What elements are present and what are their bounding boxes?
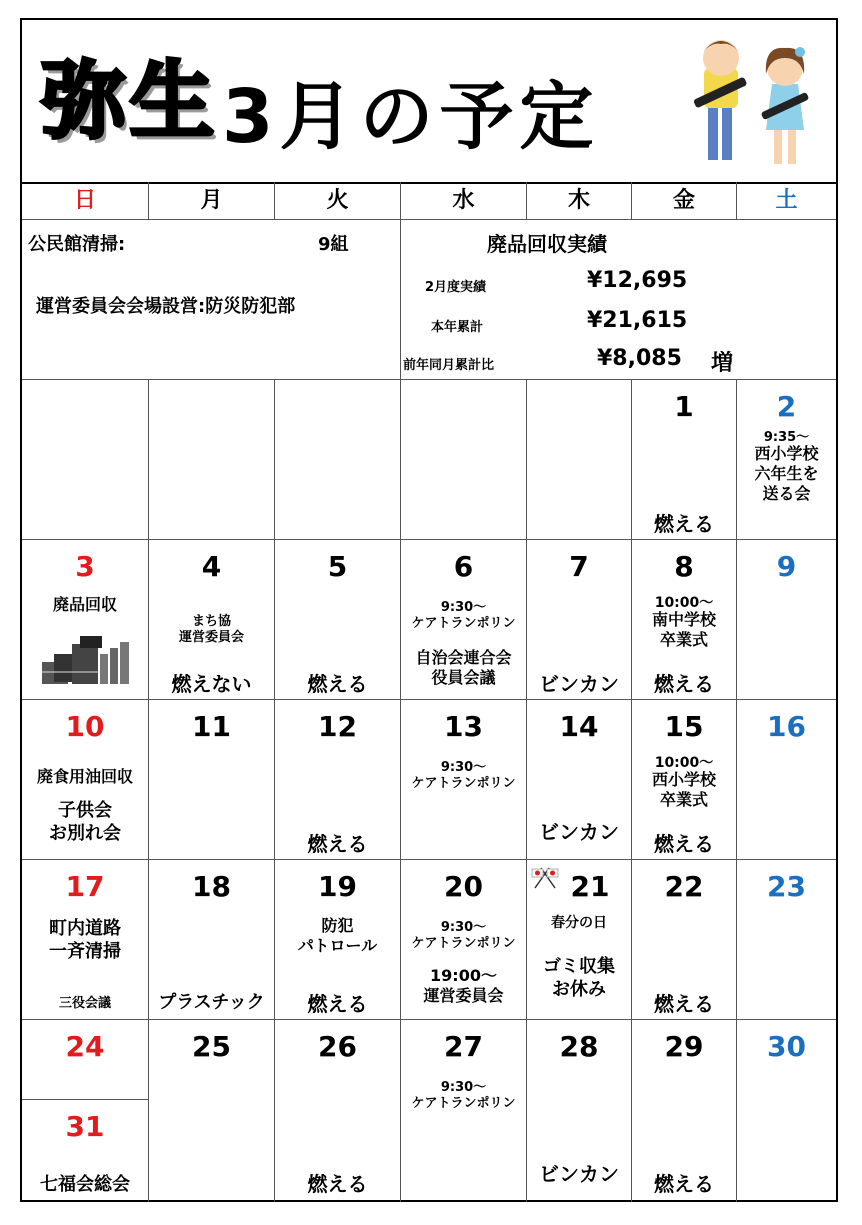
- weekday-sat: 土: [737, 182, 836, 220]
- garbage-type: プラスチック: [158, 992, 265, 1013]
- weekday-sun: 日: [22, 182, 149, 220]
- day-cell-21: [527, 860, 632, 1020]
- day-cell-27: [401, 1020, 527, 1202]
- day-number: 23: [767, 870, 806, 903]
- day-cell-2: [737, 380, 836, 540]
- graduate-girl-illustration: [756, 40, 814, 168]
- event-time: 10:00～: [654, 755, 714, 771]
- day-number: 19: [318, 870, 357, 903]
- day-cell-empty: [401, 380, 527, 540]
- event-time: 10:00～: [654, 595, 714, 611]
- weekday-thu: 木: [527, 182, 632, 220]
- cleaning-group: 9組: [318, 234, 349, 255]
- day-cell-20: [401, 860, 527, 1020]
- page-title: 3月の予定: [222, 74, 600, 160]
- garbage-type: 燃える: [307, 832, 368, 856]
- calendar-header: [22, 20, 836, 184]
- day-cell-17: [22, 860, 149, 1020]
- venue-setup-note: 運営委員会会場設営:防災防犯部: [36, 296, 296, 317]
- day-number: 13: [444, 710, 483, 743]
- event-title: 廃食用油回収: [36, 767, 133, 786]
- garbage-type: ビンカン: [539, 672, 619, 696]
- calendar-frame: [20, 18, 838, 1202]
- day-cell-23: [737, 860, 836, 1020]
- event-subtitle: ケアトランポリン: [411, 616, 516, 631]
- info-panel-left: [22, 220, 401, 380]
- day-number: 30: [767, 1030, 806, 1063]
- event-subtitle: ケアトランポリン: [411, 1096, 516, 1111]
- holiday-name: 春分の日: [551, 915, 607, 931]
- month-kanji: 弥生: [42, 51, 219, 150]
- event-note: 三役会議: [58, 996, 111, 1011]
- day-cell-30: [737, 1020, 836, 1202]
- compare-label: 前年同月累計比: [403, 358, 495, 373]
- weekday-wed: 水: [401, 182, 527, 220]
- day-cell-19: [275, 860, 401, 1020]
- info-panel-right: [401, 220, 836, 380]
- day-number: 3: [75, 550, 95, 583]
- day-number: 18: [192, 870, 231, 903]
- day-number: 2: [776, 390, 797, 423]
- day-cell-9: [737, 540, 836, 700]
- event-title: ゴミ収集 お休み: [543, 956, 615, 1000]
- day-number: 9: [776, 550, 797, 583]
- day-number: 11: [192, 710, 231, 743]
- day-number: 24: [65, 1030, 105, 1063]
- day-number: 28: [559, 1030, 599, 1063]
- day-number: 21: [570, 870, 610, 903]
- day-cell-31: [22, 1100, 149, 1202]
- event-time: 9:30～: [440, 1080, 487, 1095]
- year-total-value: ¥21,615: [587, 308, 688, 333]
- day-number: 6: [453, 550, 474, 583]
- event-time: 9:30～: [440, 920, 487, 935]
- garbage-type: 燃える: [307, 672, 368, 696]
- compare-direction: 増: [711, 351, 734, 376]
- day-number: 14: [559, 710, 599, 743]
- garbage-type: 燃える: [307, 992, 368, 1016]
- day-number: 17: [65, 870, 105, 903]
- day-number: 31: [65, 1110, 105, 1143]
- event-title: 南中学校 卒業式: [651, 610, 716, 649]
- day-cell-18: [149, 860, 275, 1020]
- day-cell-3: [22, 540, 149, 700]
- day-number: 29: [664, 1030, 704, 1063]
- event-time: 9:30～: [440, 760, 487, 775]
- day-number: 20: [444, 870, 483, 903]
- recycling-bundle-illustration: [40, 632, 136, 688]
- day-cell-25: [149, 1020, 275, 1202]
- event-time: 9:35～: [763, 430, 810, 445]
- day-cell-14: [527, 700, 632, 860]
- day-cell-26: [275, 1020, 401, 1202]
- day-cell-empty: [22, 380, 149, 540]
- day-number: 1: [674, 390, 694, 423]
- garbage-type: 燃える: [654, 512, 714, 536]
- event-time: 9:30～: [440, 600, 487, 615]
- day-cell-22: [632, 860, 737, 1020]
- day-number: 5: [327, 550, 348, 583]
- year-total-label: 本年累計: [431, 320, 484, 335]
- event-title: 廃品回収: [52, 595, 117, 614]
- day-cell-29: [632, 1020, 737, 1202]
- day-cell-5: [275, 540, 401, 700]
- day-cell-empty: [275, 380, 401, 540]
- day-cell-1: [632, 380, 737, 540]
- event-title: まち協 運営委員会: [178, 614, 244, 646]
- day-number: 10: [65, 710, 105, 743]
- day-number: 8: [674, 550, 694, 583]
- feb-label: 2月度実績: [425, 280, 487, 295]
- day-cell-4: [149, 540, 275, 700]
- event-title: 町内道路 一斉清掃: [49, 918, 121, 962]
- event-title: 防犯 パトロール: [297, 916, 378, 955]
- garbage-type: 燃える: [654, 992, 714, 1016]
- graduate-boy-illustration: [690, 28, 754, 168]
- day-number: 16: [767, 710, 806, 743]
- day-number: 7: [569, 550, 589, 583]
- compare-value: ¥8,085: [597, 346, 682, 371]
- garbage-type: ビンカン: [539, 1162, 619, 1186]
- cleaning-label: 公民館清掃:: [28, 234, 126, 255]
- garbage-type: 燃える: [654, 832, 714, 856]
- event-subtitle: ケアトランポリン: [411, 936, 516, 951]
- day-cell-7: [527, 540, 632, 700]
- garbage-type: 燃える: [307, 1172, 368, 1196]
- day-number: 26: [318, 1030, 357, 1063]
- day-cell-8: [632, 540, 737, 700]
- day-cell-28: [527, 1020, 632, 1202]
- day-number: 12: [318, 710, 357, 743]
- day-number: 22: [664, 870, 704, 903]
- day-cell-11: [149, 700, 275, 860]
- event-title: 西小学校 六年生を 送る会: [754, 444, 819, 503]
- weekday-fri: 金: [632, 182, 737, 220]
- event-title: 七福会総会: [40, 1174, 130, 1195]
- day-number: 4: [201, 550, 222, 583]
- feb-value: ¥12,695: [587, 268, 688, 293]
- event-title: 西小学校 卒業式: [651, 770, 716, 809]
- event-subtitle: ケアトランポリン: [411, 776, 516, 791]
- weekday-mon: 月: [149, 182, 275, 220]
- day-number: 27: [444, 1030, 483, 1063]
- event-title-2: 子供会 お別れ会: [49, 800, 121, 844]
- garbage-type: 燃える: [654, 672, 714, 696]
- day-cell-16: [737, 700, 836, 860]
- weekday-tue: 火: [275, 182, 401, 220]
- garbage-type: 燃える: [654, 1172, 714, 1196]
- day-cell-empty: [149, 380, 275, 540]
- day-cell-15: [632, 700, 737, 860]
- garbage-type: 燃えない: [171, 672, 252, 696]
- day-cell-24: [22, 1020, 149, 1100]
- day-cell-10: [22, 700, 149, 860]
- day-cell-13: [401, 700, 527, 860]
- day-cell-empty: [527, 380, 632, 540]
- day-cell-12: [275, 700, 401, 860]
- recycle-results-title: 廃品回収実績: [487, 232, 607, 256]
- garbage-type: ビンカン: [539, 820, 619, 844]
- day-cell-6: [401, 540, 527, 700]
- day-number: 15: [664, 710, 704, 743]
- event-title: 19:00～ 運営委員会: [423, 966, 504, 1005]
- day-number: 25: [192, 1030, 231, 1063]
- event-title: 自治会連合会 役員会議: [415, 648, 512, 687]
